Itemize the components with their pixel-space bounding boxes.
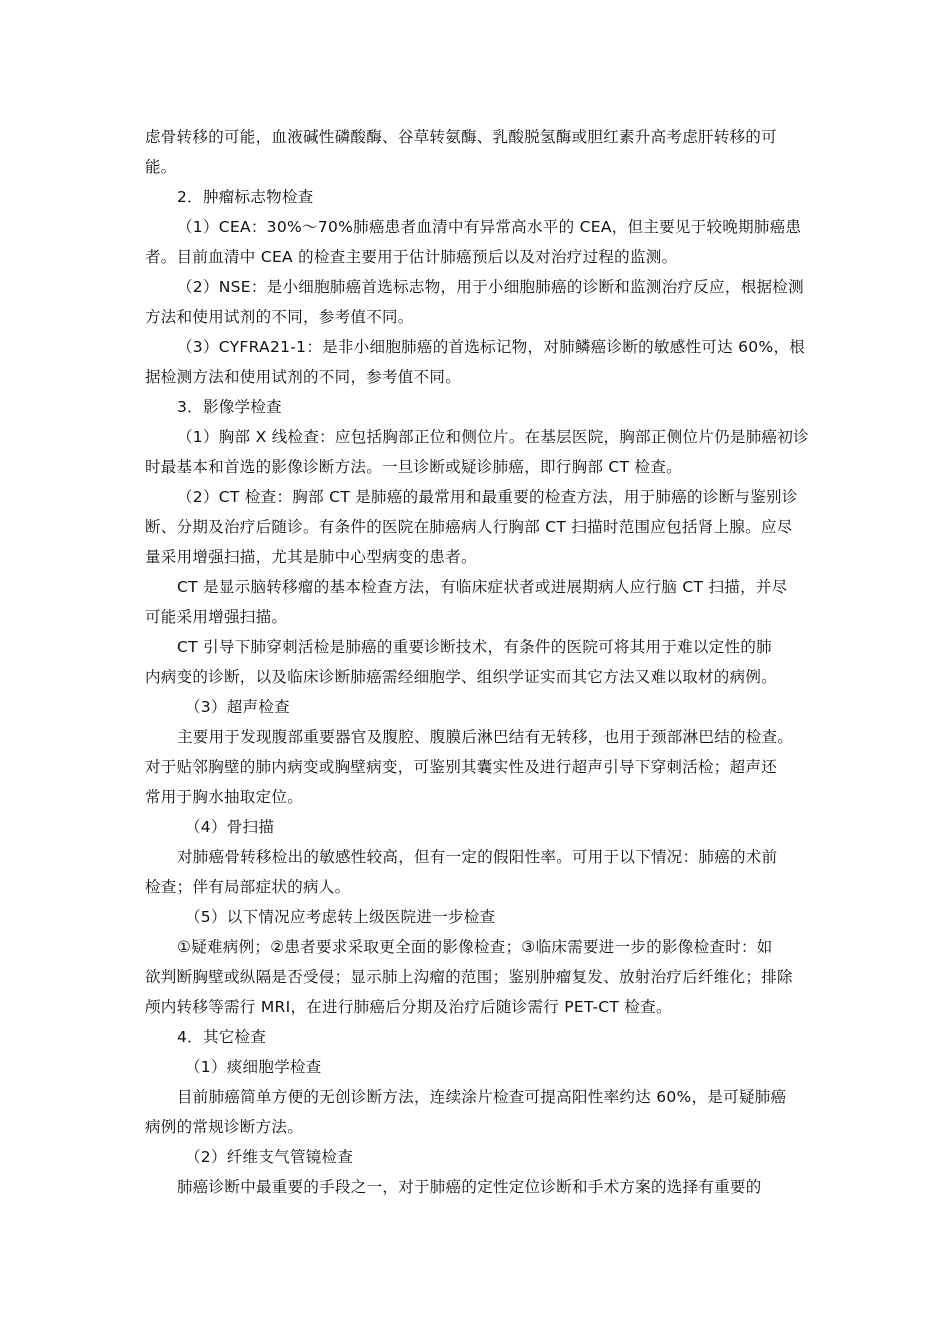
subsection-heading: （5）以下情况应考虑转上级医院进一步检查 [185,908,496,926]
body-text-line: 目前肺癌简单方便的无创诊断方法，连续涂片检查可提高阳性率约达 60%，是可疑肺癌 [177,1088,787,1106]
body-text-line: 内病变的诊断，以及临床诊断肺癌需经细胞学、组织学证实而其它方法又难以取材的病例。 [145,668,778,686]
body-text-line: 肺癌诊断中最重要的手段之一，对于肺癌的定性定位诊断和手术方案的选择有重要的 [177,1178,762,1196]
body-text-line: 常用于胸水抽取定位。 [145,788,304,806]
body-text-line: 颅内转移等需行 MRI，在进行肺癌后分期及治疗后随诊需行 PET-CT 检查。 [145,998,672,1016]
body-text-line: 欲判断胸壁或纵隔是否受侵；显示肺上沟瘤的范围；鉴别肿瘤复发、放射治疗后纤维化；排除 [145,968,793,986]
section-heading: 2．肿瘤标志物检查 [177,188,314,206]
subsection-heading: （4）骨扫描 [185,818,275,836]
body-text-line: 病例的常规诊断方法。 [145,1118,304,1136]
body-text-line: （2）CT 检查：胸部 CT 是肺癌的最常用和最重要的检查方法，用于肺癌的诊断与鉴别诊 [177,488,798,506]
body-text-line: 断、分期及治疗后随诊。有条件的医院在肺癌病人行胸部 CT 扫描时范围应包括肾上腺。应尽 [145,518,793,536]
subsection-heading: （3）超声检查 [185,698,290,716]
body-text-line: 能。 [145,158,177,176]
body-text-line: ①疑难病例；②患者要求采取更全面的影像检查；③临床需要进一步的影像检查时：如 [177,938,773,956]
body-text-line: 者。目前血清中 CEA 的检查主要用于估计肺癌预后以及对治疗过程的监测。 [145,248,678,266]
body-text-line: 量采用增强扫描，尤其是肺中心型病变的患者。 [145,548,477,566]
subsection-heading: （2）纤维支气管镜检查 [185,1148,354,1166]
body-text-line: 对肺癌骨转移检出的敏感性较高，但有一定的假阳性率。可用于以下情况：肺癌的术前 [177,848,778,866]
body-text-line: （2）NSE：是小细胞肺癌首选标志物，用于小细胞肺癌的诊断和监测治疗反应，根据检测 [177,278,804,296]
body-text-line: CT 引导下肺穿刺活检是肺癌的重要诊断技术，有条件的医院可将其用于难以定性的肺 [177,638,772,656]
body-text-line: 方法和使用试剂的不同，参考值不同。 [145,308,414,326]
body-text-line: 据检测方法和使用试剂的不同，参考值不同。 [145,368,462,386]
body-text-line: （1）CEA：30%～70%肺癌患者血清中有异常高水平的 CEA，但主要见于较晚期肺癌患 [177,218,802,236]
body-text-line: （1）胸部 X 线检查：应包括胸部正位和侧位片。在基层医院，胸部正侧位片仍是肺癌初诊 [177,428,809,446]
body-text-line: （3）CYFRA21-1：是非小细胞肺癌的首选标记物，对肺鳞癌诊断的敏感性可达 60%，根 [177,338,806,356]
subsection-heading: （1）痰细胞学检查 [185,1058,322,1076]
body-text-line: 检查；伴有局部症状的病人。 [145,878,351,896]
body-text-line: 主要用于发现腹部重要器官及腹腔、腹膜后淋巴结有无转移，也用于颈部淋巴结的检查。 [177,728,794,746]
body-text-line: 时最基本和首选的影像诊断方法。一旦诊断或疑诊肺癌，即行胸部 CT 检查。 [145,458,682,476]
section-heading: 3．影像学检查 [177,398,282,416]
body-text-line: 对于贴邻胸壁的肺内病变或胸壁病变，可鉴别其囊实性及进行超声引导下穿刺活检；超声还 [145,758,778,776]
body-text-line: 虑骨转移的可能，血液碱性磷酸酶、谷草转氨酶、乳酸脱氢酶或胆红素升高考虑肝转移的可 [145,128,778,146]
body-text-line: 可能采用增强扫描。 [145,608,288,626]
section-heading: 4．其它检查 [177,1028,267,1046]
body-text-line: CT 是显示脑转移瘤的基本检查方法，有临床症状者或进展期病人应行脑 CT 扫描，并尽 [177,578,788,596]
